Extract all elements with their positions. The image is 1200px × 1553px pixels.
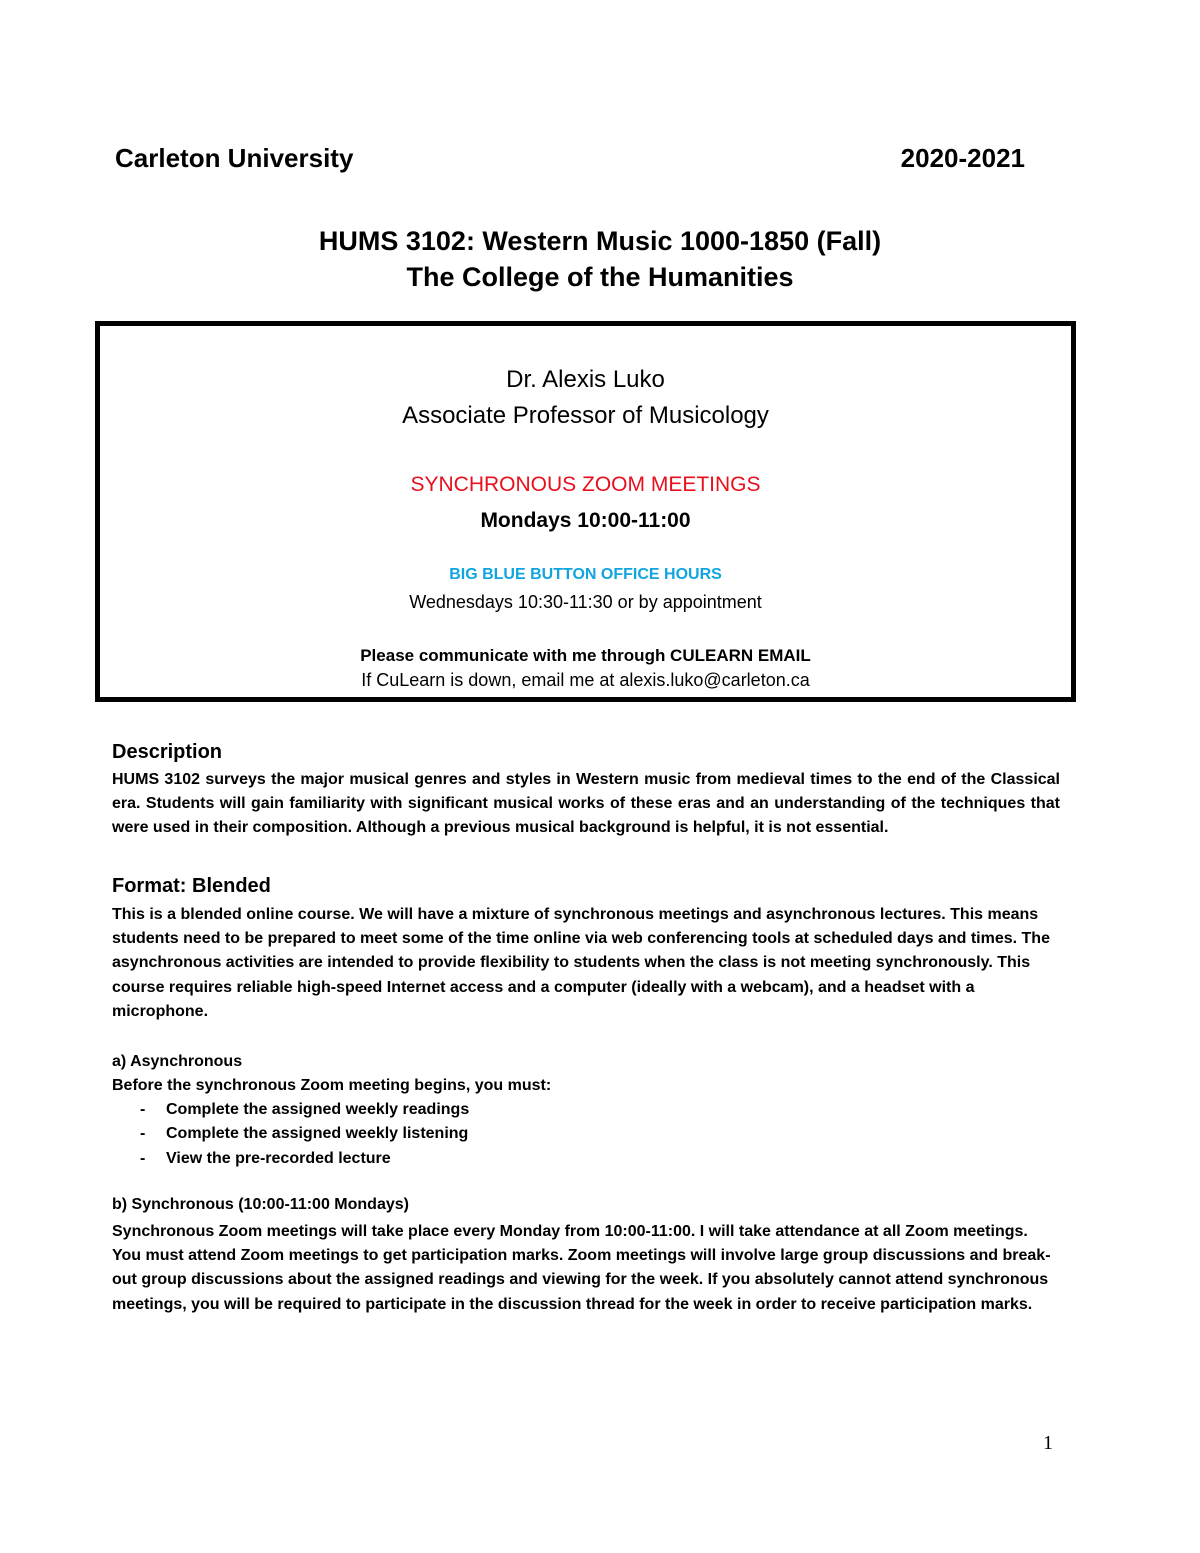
description-text: HUMS 3102 surveys the major musical genres and styles in Western music from medieval times to the end of the Classical era. Students will gain familiarity with significant musical works of these eras and an understanding of the techniques that were used in their composition. Although a previous musical background is helpful, it is not essential. xyxy=(112,771,1060,837)
office-hours-time: Wednesdays 10:30-11:30 or by appointment xyxy=(409,592,762,612)
sync-meetings-heading: SYNCHRONOUS ZOOM MEETINGS xyxy=(410,473,761,496)
communication-note: Please communicate with me through CULEARN EMAIL xyxy=(360,646,811,665)
instructor-contact-box xyxy=(95,321,1076,702)
description-heading: Description xyxy=(112,741,223,763)
sync-meetings-time: Mondays 10:00-11:00 xyxy=(480,509,691,532)
academic-year: 2020-2021 xyxy=(900,143,1025,173)
asynchronous-task-list xyxy=(140,1098,469,1171)
instructor-position: Associate Professor of Musicology xyxy=(402,402,769,429)
list-item: - View the pre-recorded lecture xyxy=(140,1149,391,1167)
synchronous-text: Synchronous Zoom meetings will take place every Monday from 10:00-11:00. I will take attendance at all Zoom meetings. You must attend Zoom meetings to get participation marks. Zoom meetings will involve large group discussions and break-out group discussions about the assigned readings and viewing for the week. If you absolutely cannot attend synchronous meetings, you will be required to participate in the discussion thread for the week in order to receive participation marks. xyxy=(112,1223,1051,1313)
university-name: Carleton University xyxy=(115,143,354,173)
list-item: - Complete the assigned weekly listening xyxy=(140,1125,469,1143)
list-item: - Complete the assigned weekly readings xyxy=(140,1101,470,1118)
format-text: This is a blended online course. We will have a mixture of synchronous meetings and asynchronous lectures. This means students need to be prepared to meet some of the time online via web conferencing tools at scheduled days and times. The asynchronous activities are intended to provide flexibility to students when the class is not meeting synchronously. This course requires reliable high-speed Internet access and a computer (ideally with a webcam), and a headset with a microphone. xyxy=(112,906,1050,1020)
format-heading: Format: Blended xyxy=(112,875,271,897)
asynchronous-heading: a) Asynchronous xyxy=(112,1053,243,1070)
course-title: HUMS 3102: Western Music 1000-1850 (Fall) xyxy=(318,226,882,256)
synchronous-heading: b) Synchronous (10:00-11:00 Mondays) xyxy=(112,1196,409,1213)
asynchronous-intro: Before the synchronous Zoom meeting begins, you must: xyxy=(112,1077,552,1094)
backup-email-note: If CuLearn is down, email me at alexis.luko@carleton.ca xyxy=(361,670,810,690)
college-name: The College of the Humanities xyxy=(406,262,794,292)
document-header xyxy=(115,143,1025,183)
instructor-name: Dr. Alexis Luko xyxy=(506,366,665,393)
office-hours-heading: BIG BLUE BUTTON OFFICE HOURS xyxy=(449,566,722,583)
page-number: 1 xyxy=(1043,1432,1053,1454)
